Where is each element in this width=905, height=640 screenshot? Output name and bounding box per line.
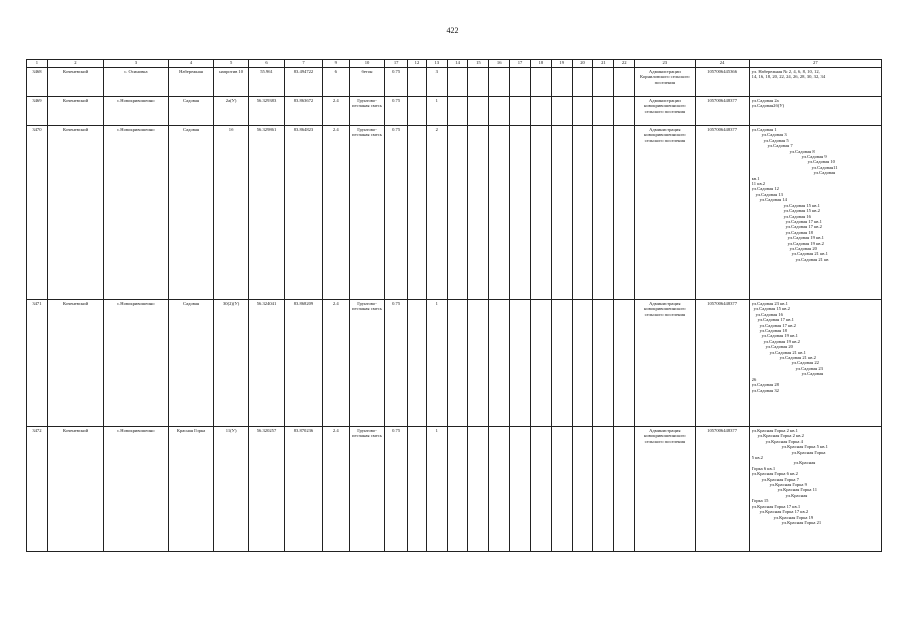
column-header: 23 (635, 60, 695, 68)
address-line: ул.Садовая 5 (763, 137, 789, 143)
addresses-cell (749, 427, 881, 552)
empty-cell (614, 97, 635, 126)
address-line: ул.Красная Горка 2 кв.1 (751, 428, 798, 433)
surface-cell: бетон (349, 68, 384, 97)
address-line: ул.Садовая 8 (789, 148, 815, 154)
empty-cell (510, 126, 531, 300)
row-id-cell: 3468 (27, 68, 48, 97)
column-header: 14 (447, 60, 468, 68)
district-cell: Коченевский (47, 300, 103, 427)
column-header: 4 (168, 60, 214, 68)
table-row (27, 427, 882, 552)
empty-cell (593, 126, 614, 300)
column-header: 27 (749, 60, 881, 68)
address-line: ул.Красная Горка 2 кв.2 (757, 433, 804, 439)
address-line: ул.Садовая 13 (755, 191, 783, 197)
empty-cell (468, 68, 489, 97)
empty-cell (489, 427, 510, 552)
empty-cell (447, 427, 468, 552)
column-header: 18 (530, 60, 551, 68)
empty-cell (468, 97, 489, 126)
address-line: ул.Садовая 17 кв.1 (757, 317, 794, 323)
house-cell: 1б (214, 126, 248, 300)
empty-cell (510, 97, 531, 126)
house-cell: напротив 10 (214, 68, 248, 97)
column-header: 6 (248, 60, 284, 68)
longitude-cell: 83.494722 (285, 68, 322, 97)
address-line: ул.Красная Горка 17 кв.2 (759, 509, 809, 515)
empty-cell (408, 97, 427, 126)
address-line: ул.Садовая 21 кв.1 (769, 349, 806, 355)
row-id-cell: 3471 (27, 300, 48, 427)
header-row (27, 60, 882, 68)
empty-cell (408, 68, 427, 97)
street-cell: Садовая (168, 126, 214, 300)
longitude-cell: 83.870236 (285, 427, 322, 552)
count-cell: 3 (426, 68, 447, 97)
column-header: 10 (349, 60, 384, 68)
latitude-cell: 56.329861 (248, 126, 284, 300)
column-header: 21 (593, 60, 614, 68)
column-header: 22 (614, 60, 635, 68)
empty-cell (572, 97, 593, 126)
empty-cell (572, 427, 593, 552)
empty-cell (572, 68, 593, 97)
address-line: ул.Красная Горка 5 кв.1 (781, 444, 828, 450)
empty-cell (447, 300, 468, 427)
column-header: 15 (468, 60, 489, 68)
longitude-cell: 83.863672 (285, 97, 322, 126)
address-line: 26 (751, 376, 757, 382)
address-line: ул.Садовая 21 кв (795, 256, 829, 262)
column-header: 5 (214, 60, 248, 68)
volume-cell: 0.75 (385, 126, 408, 300)
address-line: Горка 15 (751, 498, 769, 504)
address-line: ул.Садовая 15 кв.2 (753, 306, 790, 312)
address-line: ул.Садовая (801, 371, 824, 377)
table-row (27, 126, 882, 300)
address-line: ул.Красная Горка 11 (777, 487, 817, 493)
address-line: ул.Садовая 12 (751, 186, 779, 192)
house-cell: 2а(У) (214, 97, 248, 126)
street-cell: Садовая (168, 300, 214, 427)
address-line: ул.Садовая 20 (765, 344, 793, 350)
column-header: 16 (489, 60, 510, 68)
column-header: 20 (572, 60, 593, 68)
address-line: ул.Садовая 9 (801, 154, 827, 160)
empty-cell (614, 427, 635, 552)
volume-cell: 0.75 (385, 300, 408, 427)
area-cell: 2.4 (322, 300, 349, 427)
empty-cell (468, 126, 489, 300)
empty-cell (489, 97, 510, 126)
empty-cell (489, 126, 510, 300)
empty-cell (530, 126, 551, 300)
street-cell: Садовая (168, 97, 214, 126)
address-line: ул.Красная Горка (791, 449, 826, 455)
surface-cell: Грунтово-песчаная смесь (349, 97, 384, 126)
empty-cell (408, 427, 427, 552)
empty-cell (551, 68, 572, 97)
volume-cell: 0.75 (385, 68, 408, 97)
column-header: 17 (510, 60, 531, 68)
volume-cell: 0.75 (385, 427, 408, 552)
empty-cell (489, 68, 510, 97)
address-line: ул.Садовая 28 (751, 382, 779, 388)
count-cell: 1 (426, 300, 447, 427)
count-cell: 2 (426, 126, 447, 300)
addresses-cell (749, 126, 881, 300)
address-line: ул.Садовая (813, 170, 836, 176)
latitude-cell: 56.320257 (248, 427, 284, 552)
locality-cell: с. Осиновка (104, 68, 169, 97)
empty-cell (447, 97, 468, 126)
address-line: ул.Красная (785, 492, 808, 498)
address-line: ул.Садовая 2а (751, 98, 779, 103)
empty-cell (408, 300, 427, 427)
row-id-cell: 3469 (27, 97, 48, 126)
address-line: 5 кв.2 (751, 455, 763, 461)
longitude-cell: 83.864823 (285, 126, 322, 300)
empty-cell (530, 68, 551, 97)
empty-cell (447, 126, 468, 300)
district-cell: Коченевский (47, 68, 103, 97)
addresses-cell (749, 97, 881, 126)
empty-cell (551, 126, 572, 300)
address-line: ул.Садовая 19 кв.2 (763, 338, 800, 344)
address-line: ул.Садовая 19 кв.1 (761, 333, 798, 339)
surface-cell: Грунтово-песчаная смесь (349, 427, 384, 552)
area-cell: 2.4 (322, 97, 349, 126)
empty-cell (408, 126, 427, 300)
surface-cell: Грунтово-песчаная смесь (349, 126, 384, 300)
locality-cell: с.Новокривошеино (104, 126, 169, 300)
organization-cell: Администрации новокривошеинского сельского поселения (635, 97, 695, 126)
column-header: 9 (322, 60, 349, 68)
address-line: ул.Красная Горка 7 (761, 476, 799, 482)
empty-cell (572, 126, 593, 300)
empty-cell (489, 300, 510, 427)
latitude-cell: 56.329383 (248, 97, 284, 126)
column-header: 3 (104, 60, 169, 68)
address-line: ул.Садовая 21 кв.1 (791, 251, 828, 257)
ogrn-cell: 1057006445366 (695, 68, 749, 97)
address-line: ул. Набережная № 2, 4, 6, 8, 10, 12, (751, 69, 820, 74)
page-number: 422 (446, 26, 459, 35)
empty-cell (551, 427, 572, 552)
column-header: 13 (426, 60, 447, 68)
locality-cell: с.Новокривошеино (104, 427, 169, 552)
empty-cell (593, 97, 614, 126)
address-line: кв.1 (751, 175, 760, 181)
address-line: ул.Садовая 1 (751, 127, 777, 132)
empty-cell (510, 68, 531, 97)
address-line: ул.Садовая 17 кв.2 (785, 224, 822, 230)
address-line: ул.Садовая 16 (783, 213, 811, 219)
locality-cell: с.Новокривошеино (104, 300, 169, 427)
empty-cell (593, 427, 614, 552)
organization-cell: Администрации Корниловского сельского поселения (635, 68, 695, 97)
address-line: ул.Садовая2б(У) (751, 103, 785, 109)
column-header: 12 (408, 60, 427, 68)
empty-cell (572, 300, 593, 427)
latitude-cell: 55.961 (248, 68, 284, 97)
address-line: ул.Садовая 22 (791, 360, 819, 366)
column-header: 17 (385, 60, 408, 68)
address-line: ул.Красная Горка 21 (781, 519, 822, 525)
empty-cell (593, 300, 614, 427)
ogrn-cell: 1057006448377 (695, 97, 749, 126)
longitude-cell: 83.868209 (285, 300, 322, 427)
table-row (27, 68, 882, 97)
address-line: ул.Садовая 20 (789, 245, 817, 251)
table-body (27, 68, 882, 552)
address-line: ул.Садовая 10 (807, 159, 835, 165)
address-line: ул.Садовая 7 (767, 143, 793, 149)
street-cell: Набережная (168, 68, 214, 97)
latitude-cell: 56.324041 (248, 300, 284, 427)
address-line: ул.Садовая 15 кв.1 (783, 202, 820, 208)
address-line: 14, 16, 18, 20, 22, 24, 26, 28, 30, 32, 34 (751, 74, 826, 80)
area-cell: 2.4 (322, 126, 349, 300)
column-header: 1 (27, 60, 48, 68)
address-line: ул.Садовая 17 кв.2 (759, 322, 796, 328)
address-line: 11 кв.2 (751, 181, 766, 187)
address-line: ул.Садовая 17 кв.1 (785, 218, 822, 224)
address-line: ул.Красная Горка 19 (773, 514, 814, 520)
empty-cell (510, 300, 531, 427)
empty-cell (468, 427, 489, 552)
address-line: ул.Садовая 15 кв.2 (783, 208, 820, 214)
volume-cell: 0.75 (385, 97, 408, 126)
address-line: ул.Садовая 19 кв.2 (787, 240, 824, 246)
address-line: ул.Садовая 23 кв.1 (751, 301, 788, 306)
empty-cell (530, 300, 551, 427)
house-cell: 11(У) (214, 427, 248, 552)
count-cell: 1 (426, 427, 447, 552)
address-line: ул.Красная Горка 6 кв.2 (751, 471, 798, 477)
addresses-cell (749, 300, 881, 427)
district-cell: Коченевский (47, 427, 103, 552)
ogrn-cell: 1057006448377 (695, 427, 749, 552)
empty-cell (510, 427, 531, 552)
ogrn-cell: 1057006448377 (695, 300, 749, 427)
address-line: ул.Садовая 18 (759, 328, 787, 334)
address-line: ул.Садовая 16 (755, 311, 783, 317)
organization-cell: Администрация новокривошеинского сельского поселения (635, 126, 695, 300)
address-line: ул.Садовая 3 (761, 132, 787, 138)
empty-cell (593, 68, 614, 97)
empty-cell (614, 300, 635, 427)
address-line: Горка 6 кв.1 (751, 465, 776, 471)
empty-cell (530, 97, 551, 126)
empty-cell (447, 68, 468, 97)
area-cell: 6 (322, 68, 349, 97)
locality-cell: с.Новокривошеино (104, 97, 169, 126)
address-line: ул.Садовая 18 (785, 229, 813, 235)
address-line: ул.Красная Горка 17 кв.1 (751, 503, 801, 509)
surface-cell: Грунтово-песчаная смесь (349, 300, 384, 427)
empty-cell (530, 427, 551, 552)
row-id-cell: 3470 (27, 126, 48, 300)
district-cell: Коченевский (47, 126, 103, 300)
organization-cell: Администрация новокривошеинского сельского поселения (635, 427, 695, 552)
column-header: 24 (695, 60, 749, 68)
address-line: ул.Красная Горка 4 (765, 438, 803, 444)
address-line: ул.Красная Горка 9 (769, 482, 807, 488)
table-row (27, 300, 882, 427)
address-line: ул.Красная (793, 460, 816, 466)
column-header: 2 (47, 60, 103, 68)
count-cell: 1 (426, 97, 447, 126)
house-cell: 30(2)(У) (214, 300, 248, 427)
empty-cell (551, 300, 572, 427)
empty-cell (614, 68, 635, 97)
column-header: 7 (285, 60, 322, 68)
empty-cell (614, 126, 635, 300)
street-cell: Красная Горка (168, 427, 214, 552)
address-line: ул.Садовая11 (811, 164, 838, 170)
organization-cell: Администрация новокривошеинского сельского поселения (635, 300, 695, 427)
empty-cell (468, 300, 489, 427)
table-row (27, 97, 882, 126)
address-line: ул.Садовая 23 (795, 365, 823, 371)
addresses-cell (749, 68, 881, 97)
area-cell: 2.4 (322, 427, 349, 552)
address-line: ул.Садовая 21 кв.2 (779, 355, 816, 361)
column-header: 19 (551, 60, 572, 68)
address-line: ул.Садовая 32 (751, 387, 779, 393)
address-line: ул.Садовая 19 кв.1 (787, 235, 824, 241)
district-cell: Коченевский (47, 97, 103, 126)
register-table (26, 59, 882, 552)
ogrn-cell: 1057006448377 (695, 126, 749, 300)
empty-cell (551, 97, 572, 126)
row-id-cell: 3472 (27, 427, 48, 552)
address-line: ул.Садовая 14 (759, 197, 787, 203)
